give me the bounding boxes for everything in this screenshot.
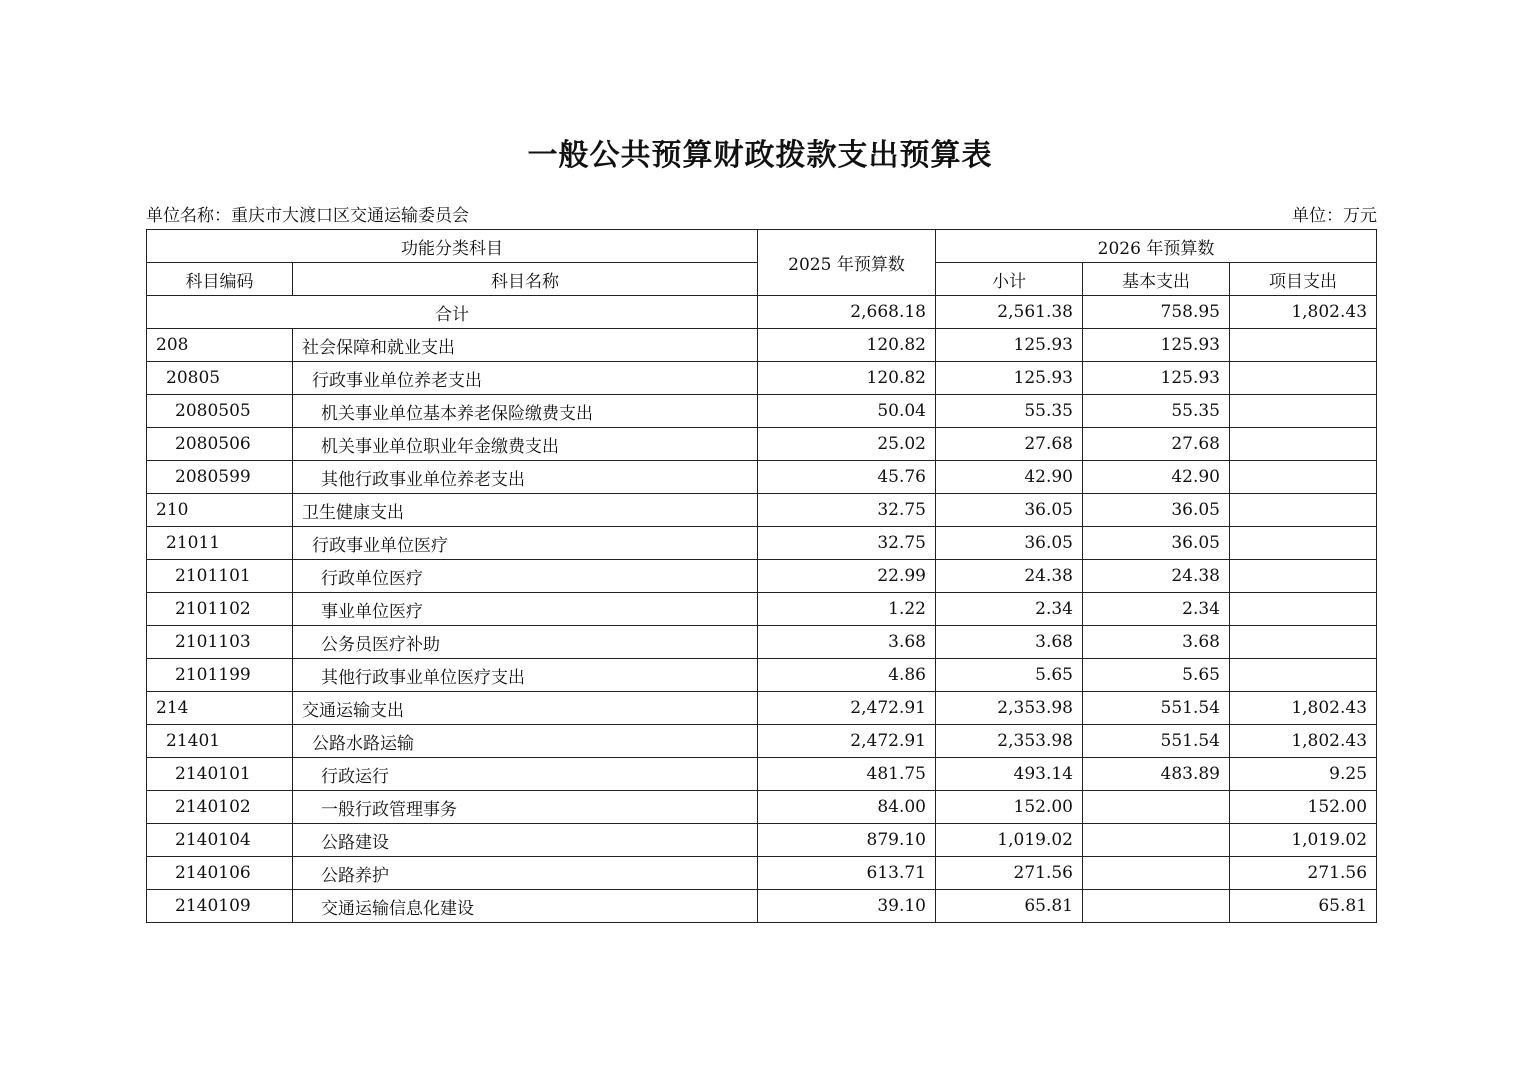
cell-prev-budget: 32.75 [758, 494, 936, 527]
cell-name: 机关事业单位基本养老保险缴费支出 [293, 395, 758, 428]
cell-subtotal: 5.65 [936, 659, 1083, 692]
total-prev: 2,668.18 [758, 296, 936, 329]
cell-code: 2080505 [147, 395, 293, 428]
header-name: 科目名称 [293, 263, 758, 296]
cell-name: 事业单位医疗 [293, 593, 758, 626]
cell-name: 机关事业单位职业年金缴费支出 [293, 428, 758, 461]
table-row [147, 428, 1377, 461]
total-basic: 758.95 [1083, 296, 1230, 329]
cell-name: 交通运输信息化建设 [293, 890, 758, 923]
cell-code: 20805 [147, 362, 293, 395]
header-basic: 基本支出 [1083, 263, 1230, 296]
table-row [147, 527, 1377, 560]
total-label: 合计 [147, 296, 758, 329]
cell-prev-budget: 50.04 [758, 395, 936, 428]
cell-project [1230, 329, 1377, 362]
table-row [147, 593, 1377, 626]
cell-name: 行政单位医疗 [293, 560, 758, 593]
cell-subtotal: 271.56 [936, 857, 1083, 890]
table-row [147, 857, 1377, 890]
cell-prev-budget: 32.75 [758, 527, 936, 560]
cell-name: 卫生健康支出 [293, 494, 758, 527]
cell-project: 152.00 [1230, 791, 1377, 824]
table-row [147, 494, 1377, 527]
cell-prev-budget: 2,472.91 [758, 725, 936, 758]
cell-basic: 551.54 [1083, 692, 1230, 725]
cell-code: 21401 [147, 725, 293, 758]
cell-project [1230, 428, 1377, 461]
cell-project: 1,019.02 [1230, 824, 1377, 857]
cell-subtotal: 493.14 [936, 758, 1083, 791]
table-row [147, 824, 1377, 857]
cell-subtotal: 125.93 [936, 362, 1083, 395]
cell-name: 公路建设 [293, 824, 758, 857]
cell-basic [1083, 791, 1230, 824]
table-row [147, 329, 1377, 362]
table-row [147, 758, 1377, 791]
cell-basic: 5.65 [1083, 659, 1230, 692]
cell-project [1230, 494, 1377, 527]
table-row [147, 395, 1377, 428]
cell-name: 其他行政事业单位养老支出 [293, 461, 758, 494]
cell-name: 行政事业单位医疗 [293, 527, 758, 560]
cell-project [1230, 395, 1377, 428]
table-row [147, 692, 1377, 725]
cell-subtotal: 1,019.02 [936, 824, 1083, 857]
unit-label: 单位：万元 [1292, 206, 1377, 226]
cell-basic: 55.35 [1083, 395, 1230, 428]
cell-basic: 125.93 [1083, 329, 1230, 362]
cell-subtotal: 2.34 [936, 593, 1083, 626]
total-project: 1,802.43 [1230, 296, 1377, 329]
cell-basic [1083, 890, 1230, 923]
cell-subtotal: 42.90 [936, 461, 1083, 494]
cell-name: 行政事业单位养老支出 [293, 362, 758, 395]
cell-prev-budget: 25.02 [758, 428, 936, 461]
cell-subtotal: 36.05 [936, 527, 1083, 560]
cell-prev-budget: 2,472.91 [758, 692, 936, 725]
cell-project: 65.81 [1230, 890, 1377, 923]
cell-code: 2140102 [147, 791, 293, 824]
cell-basic: 36.05 [1083, 527, 1230, 560]
cell-project: 1,802.43 [1230, 725, 1377, 758]
cell-subtotal: 125.93 [936, 329, 1083, 362]
cell-code: 21011 [147, 527, 293, 560]
cell-basic: 551.54 [1083, 725, 1230, 758]
cell-basic: 27.68 [1083, 428, 1230, 461]
cell-name: 公务员医疗补助 [293, 626, 758, 659]
cell-name: 其他行政事业单位医疗支出 [293, 659, 758, 692]
cell-basic: 2.34 [1083, 593, 1230, 626]
header-project: 项目支出 [1230, 263, 1377, 296]
cell-subtotal: 3.68 [936, 626, 1083, 659]
cell-prev-budget: 120.82 [758, 362, 936, 395]
cell-project [1230, 626, 1377, 659]
cell-name: 社会保障和就业支出 [293, 329, 758, 362]
page-title: 一般公共预算财政拨款支出预算表 [527, 138, 993, 173]
header-cur-group: 2026 年预算数 [936, 230, 1377, 263]
budget-table [146, 229, 1377, 923]
cell-code: 208 [147, 329, 293, 362]
cell-prev-budget: 1.22 [758, 593, 936, 626]
cell-basic [1083, 857, 1230, 890]
cell-name: 一般行政管理事务 [293, 791, 758, 824]
cell-basic: 483.89 [1083, 758, 1230, 791]
cell-prev-budget: 613.71 [758, 857, 936, 890]
cell-code: 2101102 [147, 593, 293, 626]
table-row [147, 659, 1377, 692]
cell-subtotal: 55.35 [936, 395, 1083, 428]
cell-code: 2101199 [147, 659, 293, 692]
cell-code: 2140101 [147, 758, 293, 791]
cell-subtotal: 2,353.98 [936, 692, 1083, 725]
cell-prev-budget: 3.68 [758, 626, 936, 659]
table-row [147, 725, 1377, 758]
table-row [147, 890, 1377, 923]
cell-prev-budget: 45.76 [758, 461, 936, 494]
table-meta [146, 201, 1377, 225]
cell-subtotal: 36.05 [936, 494, 1083, 527]
table-row [147, 626, 1377, 659]
cell-basic [1083, 824, 1230, 857]
cell-basic: 3.68 [1083, 626, 1230, 659]
header-row-1 [147, 230, 1377, 263]
cell-project [1230, 362, 1377, 395]
cell-basic: 36.05 [1083, 494, 1230, 527]
cell-prev-budget: 22.99 [758, 560, 936, 593]
cell-code: 210 [147, 494, 293, 527]
cell-subtotal: 24.38 [936, 560, 1083, 593]
total-subtotal: 2,561.38 [936, 296, 1083, 329]
cell-subtotal: 152.00 [936, 791, 1083, 824]
table-row [147, 560, 1377, 593]
cell-subtotal: 27.68 [936, 428, 1083, 461]
cell-code: 2101101 [147, 560, 293, 593]
cell-project [1230, 527, 1377, 560]
cell-project [1230, 659, 1377, 692]
cell-basic: 125.93 [1083, 362, 1230, 395]
header-func-group: 功能分类科目 [147, 230, 758, 263]
table-row [147, 362, 1377, 395]
cell-name: 行政运行 [293, 758, 758, 791]
cell-prev-budget: 84.00 [758, 791, 936, 824]
cell-code: 2080506 [147, 428, 293, 461]
cell-code: 2080599 [147, 461, 293, 494]
header-code: 科目编码 [147, 263, 293, 296]
cell-project: 271.56 [1230, 857, 1377, 890]
header-prev-budget: 2025 年预算数 [758, 230, 936, 296]
header-subtotal: 小计 [936, 263, 1083, 296]
cell-code: 2140109 [147, 890, 293, 923]
cell-project [1230, 560, 1377, 593]
cell-code: 2101103 [147, 626, 293, 659]
cell-code: 2140106 [147, 857, 293, 890]
table-row [147, 461, 1377, 494]
cell-prev-budget: 39.10 [758, 890, 936, 923]
cell-subtotal: 65.81 [936, 890, 1083, 923]
cell-code: 214 [147, 692, 293, 725]
table-row [147, 791, 1377, 824]
cell-prev-budget: 120.82 [758, 329, 936, 362]
cell-prev-budget: 879.10 [758, 824, 936, 857]
cell-project [1230, 461, 1377, 494]
cell-project: 1,802.43 [1230, 692, 1377, 725]
cell-subtotal: 2,353.98 [936, 725, 1083, 758]
cell-prev-budget: 4.86 [758, 659, 936, 692]
total-row [147, 296, 1377, 329]
cell-name: 公路养护 [293, 857, 758, 890]
cell-name: 交通运输支出 [293, 692, 758, 725]
cell-project [1230, 593, 1377, 626]
cell-project: 9.25 [1230, 758, 1377, 791]
cell-code: 2140104 [147, 824, 293, 857]
cell-prev-budget: 481.75 [758, 758, 936, 791]
org-label: 单位名称：重庆市大渡口区交通运输委员会 [146, 206, 469, 226]
cell-basic: 42.90 [1083, 461, 1230, 494]
cell-basic: 24.38 [1083, 560, 1230, 593]
cell-name: 公路水路运输 [293, 725, 758, 758]
